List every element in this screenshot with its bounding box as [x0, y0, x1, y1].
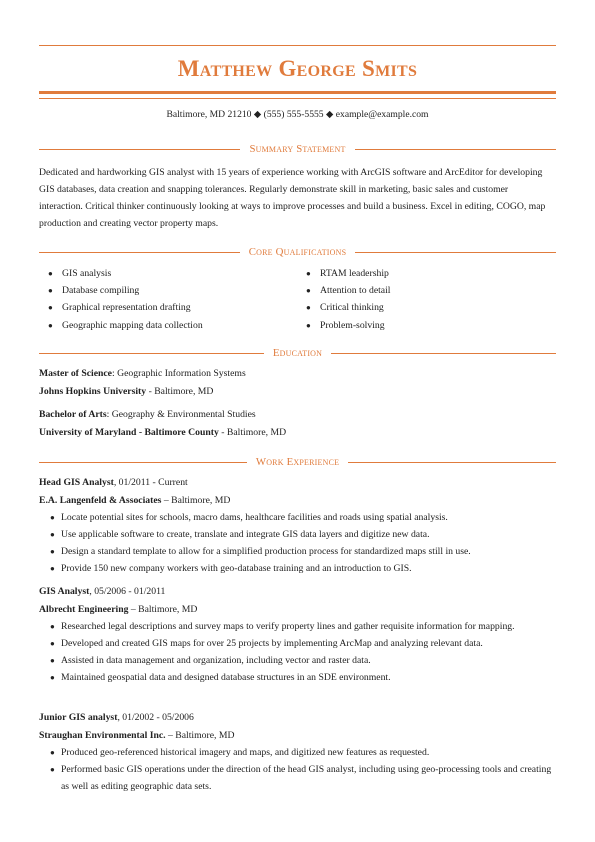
heading-rule	[355, 252, 556, 253]
list-item: ● Geographic mapping data collection	[48, 317, 203, 334]
bullet-icon: ●	[48, 303, 53, 313]
job-dates: , 01/2011 - Current	[113, 477, 188, 488]
name-rule-thin	[39, 98, 556, 99]
degree-field: : Geographic Information Systems	[112, 368, 246, 379]
job-role: GIS Analyst	[39, 586, 90, 597]
job-company-line	[39, 492, 553, 510]
school: University of Maryland - Baltimore County	[39, 426, 219, 438]
job-bullets	[39, 744, 553, 795]
qualifications-column-2	[306, 265, 391, 334]
list-item: ● Locate potential sites for schools, macro dams, healthcare facilities and roads using spatial analysis.	[39, 509, 553, 526]
list-item: ● RTAM leadership	[306, 265, 391, 282]
job-company-line	[39, 727, 553, 745]
education-entry	[39, 406, 286, 442]
list-item: ● Critical thinking	[306, 299, 391, 316]
list-item: ● Design a standard template to allow for a simplified production process for standardized maps still in use.	[39, 543, 553, 560]
experience-heading	[39, 456, 556, 468]
job-location: – Baltimore, MD	[165, 729, 235, 741]
bullet-icon: ●	[50, 639, 55, 649]
job-title-line	[39, 709, 553, 727]
qualifications-heading	[39, 246, 556, 258]
job-location: – Baltimore, MD	[161, 494, 231, 506]
heading-rule	[39, 149, 240, 150]
job-entry	[39, 709, 553, 795]
degree: Bachelor of Arts	[39, 409, 107, 420]
experience-title: Work Experience	[255, 456, 340, 468]
bullet-icon: ●	[50, 673, 55, 683]
bullet-icon: ●	[306, 286, 311, 296]
heading-rule	[355, 149, 556, 150]
education-title: Education	[272, 347, 323, 359]
bullet-icon: ●	[306, 303, 311, 313]
job-role: Head GIS Analyst	[39, 477, 114, 488]
list-item: ● Use applicable software to create, translate and integrate GIS data layers and digitize new data.	[39, 526, 553, 543]
job-title-line	[39, 474, 553, 492]
summary-title: Summary Statement	[249, 143, 346, 155]
list-item: ● Maintained geospatial data and designed database structures in an SDE environment.	[39, 669, 553, 686]
bullet-icon: ●	[48, 269, 53, 278]
list-item: ● Researched legal descriptions and survey maps to verify property lines and gather requisite information for mapping.	[39, 618, 553, 635]
qualifications-title: Core Qualifications	[248, 246, 347, 258]
list-item: ● Graphical representation drafting	[48, 299, 203, 316]
bullet-icon: ●	[50, 656, 55, 666]
school-location: - Baltimore, MD	[146, 385, 214, 397]
heading-rule	[39, 252, 240, 253]
degree-line	[39, 406, 286, 424]
job-entry	[39, 474, 553, 577]
school: Johns Hopkins University	[39, 385, 147, 397]
job-title-line	[39, 583, 553, 601]
school-line	[39, 383, 246, 401]
bullet-icon: ●	[48, 286, 53, 296]
education-entry	[39, 365, 246, 401]
list-item: ● Provide 150 new company workers with geo-database training and an introduction to GIS.	[39, 560, 553, 577]
bullet-icon: ●	[50, 765, 55, 775]
education-heading	[39, 347, 556, 359]
job-bullets	[39, 618, 553, 686]
job-role: Junior GIS analyst	[39, 712, 118, 723]
school-line	[39, 424, 286, 442]
job-company: Straughan Environmental Inc.	[39, 729, 166, 741]
job-location: – Baltimore, MD	[128, 603, 198, 615]
heading-rule	[348, 462, 556, 463]
bullet-icon: ●	[306, 269, 311, 278]
name-rule-thick	[39, 91, 556, 94]
list-item: ● GIS analysis	[48, 265, 203, 282]
school-location: - Baltimore, MD	[218, 426, 287, 438]
bullet-icon: ●	[50, 622, 55, 631]
bullet-icon: ●	[50, 513, 55, 522]
degree-field: : Geography & Environmental Studies	[106, 409, 256, 420]
heading-rule	[39, 353, 264, 354]
list-item: ● Performed basic GIS operations under the direction of the head GIS analyst, including using geo-processing tools and creating as well as editing geographic data sets.	[39, 761, 553, 795]
list-item: ● Developed and created GIS maps for over 25 projects by implementing ArcMap and analyzing relevant data.	[39, 635, 553, 652]
summary-heading	[39, 143, 556, 155]
list-item: ● Problem-solving	[306, 317, 391, 334]
bullet-icon: ●	[50, 748, 55, 757]
bullet-icon: ●	[50, 564, 55, 574]
degree: Master of Science	[39, 368, 112, 379]
contact-info: Baltimore, MD 21210 ◆ (555) 555-5555 ◆ example@example.com	[166, 109, 429, 120]
top-rule	[39, 45, 556, 46]
job-bullets	[39, 509, 553, 577]
summary-text: Dedicated and hardworking GIS analyst with 15 years of experience working with ArcGIS software and ArcEditor for developing GIS databases, data creation and snapping tolerances. Regularly demonstrate skill in marketing, basic sales and customer interaction. Critical thinker continuously looking at ways to improve processes and build a business. Excel in editing, COGO, map production and creating vector property maps.	[39, 167, 546, 230]
bullet-icon: ●	[50, 547, 55, 557]
bullet-icon: ●	[306, 320, 311, 330]
job-dates: , 01/2002 - 05/2006	[117, 712, 194, 723]
bullet-icon: ●	[50, 530, 55, 540]
candidate-name: Matthew George Smits	[177, 56, 418, 81]
job-company: E.A. Langenfeld & Associates	[39, 494, 162, 506]
list-item: ● Assisted in data management and organization, including vector and raster data.	[39, 652, 553, 669]
job-entry	[39, 583, 553, 686]
list-item: ● Database compiling	[48, 282, 203, 299]
heading-rule	[39, 462, 247, 463]
bullet-icon: ●	[48, 320, 53, 330]
list-item: ● Attention to detail	[306, 282, 391, 299]
qualifications-column-1	[48, 265, 203, 334]
job-company-line	[39, 601, 553, 619]
list-item: ● Produced geo-referenced historical imagery and maps, and digitized new features as requested.	[39, 744, 553, 761]
job-company: Albrecht Engineering	[39, 603, 129, 615]
degree-line	[39, 365, 246, 383]
heading-rule	[331, 353, 556, 354]
job-dates: , 05/2006 - 01/2011	[89, 586, 166, 597]
